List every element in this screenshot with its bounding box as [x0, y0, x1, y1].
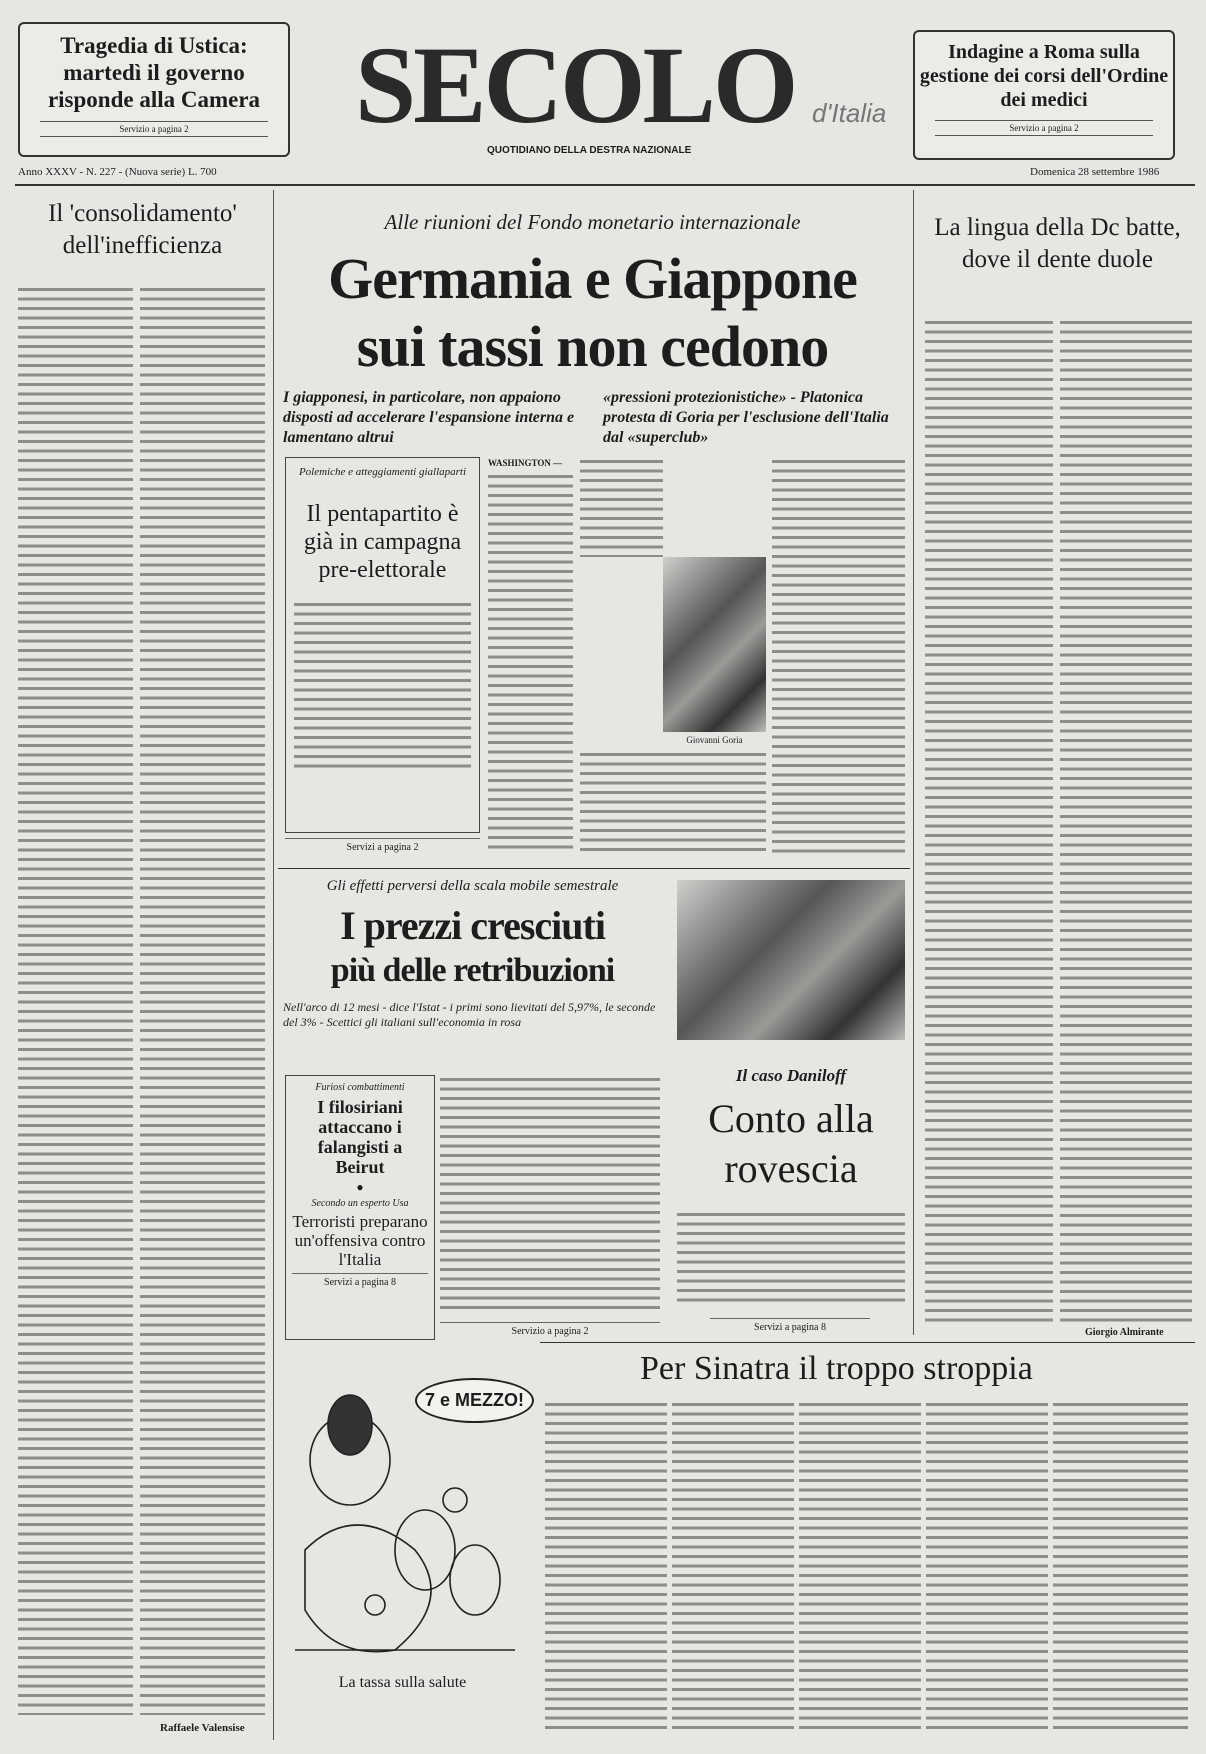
- prices-headline-2: più delle retribuzioni: [330, 952, 615, 989]
- editorial-left-body-2: [140, 285, 265, 1715]
- daniloff-headline: Conto alla rovescia: [708, 1096, 874, 1191]
- lead-kicker: Alle riunioni del Fondo monetario internazionale: [384, 210, 801, 234]
- issue-info: Anno XXXV - N. 227 - (Nuova serie) L. 700: [18, 166, 217, 178]
- sinatra-body-3: [799, 1400, 921, 1735]
- cartoon-bubble: 7 e MEZZO!: [415, 1378, 534, 1423]
- pentapartito-box: [285, 457, 480, 833]
- issue-date: Domenica 28 settembre 1986: [1030, 166, 1160, 178]
- lead-body-2: [580, 457, 663, 557]
- lead-body-3: [772, 457, 905, 855]
- editorial-left-body-1: [18, 285, 133, 1715]
- editorial-right-body-1: [925, 318, 1053, 1323]
- beirut-kicker: Furiosi combattimenti: [315, 1082, 405, 1093]
- ear-right-ref: Servizio a pagina 2: [935, 120, 1153, 136]
- ear-left-ref: Servizio a pagina 2: [40, 121, 268, 137]
- sinatra-body-2: [672, 1400, 794, 1735]
- prices-kicker: Gli effetti perversi della scala mobile semestrale: [326, 878, 619, 894]
- divider: [913, 190, 914, 1335]
- beirut-ref: Servizi a pagina 8: [292, 1273, 428, 1288]
- section-rule: [278, 868, 910, 869]
- daniloff-body: [677, 1210, 905, 1308]
- cartoon: [275, 1350, 530, 1668]
- pentapartito-headline: Il pentapartito è già in campagna pre-elettorale: [303, 501, 462, 583]
- editorial-right-body-2: [1060, 318, 1192, 1323]
- beirut-headline: I filosiriani attaccano i falangisti a Beirut: [317, 1097, 403, 1177]
- goria-caption: Giovanni Goria: [686, 735, 743, 745]
- lead-headline-2: sui tassi non cedono: [356, 314, 829, 379]
- pentapartito-kicker: Polemiche e atteggiamenti giallaparti: [298, 466, 467, 478]
- ear-left: [18, 22, 290, 157]
- sinatra-headline: Per Sinatra il troppo stroppia: [640, 1350, 1033, 1387]
- lead-body-2b: [580, 750, 766, 855]
- editorial-right-author: Giorgio Almirante: [1085, 1327, 1164, 1338]
- masthead-title: SECOLO: [355, 24, 796, 146]
- terror-kicker: Secondo un esperto Usa: [311, 1198, 409, 1209]
- ear-left-text: Tragedia di Ustica: martedì il governo risponde alla Camera: [47, 33, 261, 112]
- sinatra-body-1: [545, 1400, 667, 1735]
- goria-photo: [663, 557, 766, 732]
- ear-right-text: Indagine a Roma sulla gestione dei corsi dell'Ordine dei medici: [919, 41, 1169, 111]
- lead-body-1: [488, 472, 573, 855]
- terror-headline: Terroristi preparano un'offensiva contro l'Italia: [292, 1212, 428, 1269]
- editorial-left-author: Raffaele Valensise: [160, 1722, 245, 1734]
- divider: [273, 190, 274, 1740]
- section-rule: [540, 1342, 1195, 1343]
- prices-body: [440, 1075, 660, 1315]
- editorial-right-title: La lingua della Dc batte, dove il dente duole: [934, 214, 1181, 273]
- cartoon-caption: La tassa sulla salute: [338, 1674, 467, 1691]
- masthead-tagline: QUOTIDIANO DELLA DESTRA NAZIONALE: [487, 145, 692, 156]
- editorial-left-title: Il 'consolidamento' dell'inefficienza: [48, 200, 237, 259]
- ear-right: [913, 30, 1175, 160]
- prices-ref: Servizio a pagina 2: [440, 1322, 660, 1337]
- masthead-rule: [15, 184, 1195, 186]
- daniloff-kicker: Il caso Daniloff: [735, 1066, 847, 1085]
- bullet-icon: ●: [356, 1180, 364, 1194]
- pentapartito-body: [294, 600, 471, 770]
- beirut-box: [285, 1075, 435, 1340]
- masthead-subtitle: d'Italia: [812, 98, 887, 128]
- lead-ref: Servizi a pagina 2: [285, 838, 480, 853]
- sinatra-body-5: [1053, 1400, 1188, 1735]
- lead-sub-right: «pressioni protezionistiche» - Platonica protesta di Goria per l'esclusione dell'Italia dal «superclub»: [603, 389, 889, 446]
- prices-sub: Nell'arco di 12 mesi - dice l'Istat - i primi sono lievitati del 5,97%, le seconde del 3% - Scettici gli italiani sull'economia in rosa: [283, 1000, 656, 1029]
- prices-headline-1: I prezzi cresciuti: [340, 903, 605, 948]
- lead-sub-left: I giapponesi, in particolare, non appaiono disposti ad accelerare l'espansione interna e lamentano altrui: [283, 389, 575, 446]
- lead-dateline: WASHINGTON —: [488, 458, 563, 468]
- lead-headline-1: Germania e Giappone: [328, 246, 857, 311]
- sinatra-body-4: [926, 1400, 1048, 1735]
- daniloff-photo: [677, 880, 905, 1040]
- daniloff-ref: Servizi a pagina 8: [710, 1318, 870, 1333]
